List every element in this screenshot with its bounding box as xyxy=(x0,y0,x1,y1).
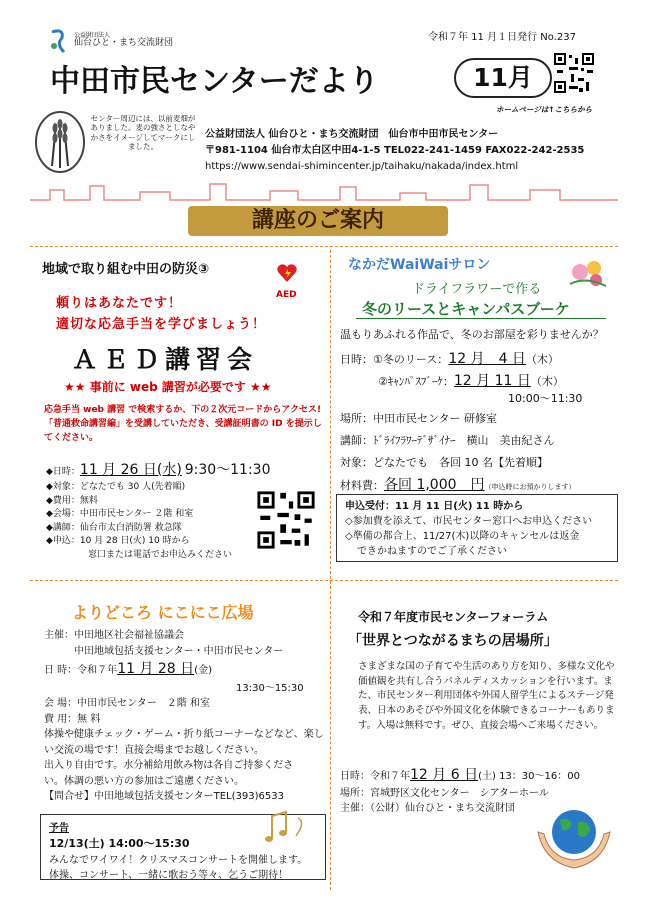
salon-date-1: 日時：①冬のリース：12 月 4 日（木） xyxy=(340,351,559,367)
homepage-note: ホームページは↑こちらから xyxy=(496,105,593,114)
aed-venue: ◆会場：中田市民センター ２階 和室 xyxy=(46,509,194,519)
forum-title: 「世界とつながるまちの居場所」 xyxy=(348,633,558,649)
preview-date: 12/13(土) 14:00～15:30 xyxy=(49,837,190,850)
forum-venue: 場所：宮城野区文化センター シアターホール xyxy=(340,788,549,799)
aed-note: 応急手当 web 講習 で検索するか、下の２次元コードからアクセス!「普通救命講習編」を受講していただき、受講証明書の ID を提示してください。 xyxy=(44,405,322,443)
globe-hands-icon xyxy=(534,802,614,876)
aed-details xyxy=(46,460,271,562)
aed-course-title: ＡＥＤ講習会 xyxy=(72,345,259,374)
yori-host-1: 主催：中田地区社会福祉協議会 xyxy=(44,630,184,641)
aed-lecturer: ◆講師：仙台市太白消防署 救急隊 xyxy=(46,522,182,533)
divider-middle xyxy=(30,580,618,581)
forum-host: 主催：（公財）仙台ひと・まち交流財団 xyxy=(340,803,515,814)
divider-vertical xyxy=(330,250,331,890)
homepage-qr-code[interactable] xyxy=(553,52,595,94)
salon-fee: 材料費：各回 1,000 円（申込時にお預かりします） xyxy=(340,477,576,493)
yori-desc-3: 出入り自由です。水分補給用飲み物は各自ご持参くださ xyxy=(44,760,294,772)
web-course-qr-code[interactable] xyxy=(256,490,316,550)
salon-venue: 場所：中田市民センター 研修室 xyxy=(340,412,498,425)
yori-time: 13:30～15:30 xyxy=(236,682,304,694)
mark-note: センター周辺には、以前麦畑がありました。麦の強さとしなやかさをイメージしてマークにしました。 xyxy=(90,114,196,152)
aed-apply-method: 窓口または電話でお申込みください xyxy=(88,549,233,560)
aed-heart-icon xyxy=(276,262,298,284)
month-badge: 11月 xyxy=(454,58,552,98)
logo-small-text: 公益財団法人 xyxy=(74,32,111,40)
salon-underline xyxy=(356,318,606,319)
issue-info: 令和７年 11 月１日発行 No.237 xyxy=(428,32,576,43)
forum-subtitle: 令和７年度市民センターフォーラム xyxy=(358,610,549,624)
aed-apply: ◆申込：10 月 28 日(火) 10 時から xyxy=(46,536,190,546)
preview-text-1: みんなでワイワイ！クリスマスコンサートを開催します。 xyxy=(49,854,308,866)
salon-subtitle-2: 冬のリースとキャンパスブーケ xyxy=(362,300,570,318)
yori-title: よりどころ にこにこ広場 xyxy=(72,603,254,622)
yori-venue: 会 場：中田市民センター ２階 和室 xyxy=(44,698,210,710)
preview-text-2: 体操、コンサート、一緒に歌おう等々、乞うご期待！ xyxy=(49,869,289,881)
yori-details xyxy=(44,628,324,805)
wheat-mark-icon xyxy=(34,110,86,174)
forum-date: 日時：令和７年12 月 6 日(土) 13：30～16：00 xyxy=(340,767,580,783)
yori-desc-2: い交流の場です！直接会場までお越しください。 xyxy=(44,744,264,756)
aed-heading: 地域で取り組む中田の防災③ xyxy=(42,262,210,277)
divider-top xyxy=(30,246,618,247)
salon-subtitle-1: ドライフラワーで作る xyxy=(412,282,542,297)
foundation-logo xyxy=(48,28,173,54)
organization-name: 公益財団法人 仙台ひと・まち交流財団 仙台市中田市民センター xyxy=(205,129,499,140)
organization-address: 〒981-1104 仙台市太白区中田4-1-5 TEL022-241-1459 FAX022-242-2535 xyxy=(205,145,585,156)
logo-name: 仙台ひと・まち交流財団 xyxy=(74,38,174,49)
salon-apply-start: 申込受付：11 月 11 日(火) 11 時から xyxy=(345,501,524,512)
salon-lecturer: 講師：ﾄﾞﾗｲﾌﾗﾜｰﾃﾞｻﾞｲﾅｰ 横山 美由紀さん xyxy=(340,434,555,447)
yori-date: 日 時：令和７年11 月 28 日(金) xyxy=(44,661,212,677)
organization-info xyxy=(205,127,584,175)
yori-desc-4: い。体調の悪い方の参加はご遠慮ください。 xyxy=(44,775,244,787)
aed-date-label: ◆日時： xyxy=(46,467,80,477)
aed-fee: ◆費用：無料 xyxy=(46,495,98,506)
music-note-icon xyxy=(262,808,312,848)
aed-web-requirement: ★★ 事前に web 講習が必要です ★★ xyxy=(64,380,272,394)
aed-date: 11 月 26 日(水) xyxy=(79,462,182,478)
flower-icon xyxy=(566,256,610,290)
salon-target: 対象：どなたでも 各回 10 名【先着順】 xyxy=(340,456,548,469)
yori-contact: 【問合せ】中田地域包括支援センターTEL(393)6533 xyxy=(44,791,284,803)
salon-time: 10:00～11:30 xyxy=(508,392,583,405)
salon-lead: 温もりあふれる作品で、冬のお部屋を彩りませんか？ xyxy=(340,328,604,341)
yori-host-2: 中田地域包括支援センター・中田市民センター xyxy=(74,645,284,657)
aed-time: 9:30～11:30 xyxy=(184,462,271,478)
town-skyline-illustration xyxy=(30,182,618,202)
salon-apply-box xyxy=(336,494,618,562)
organization-url[interactable]: https://www.sendai-shimincenter.jp/taihaku/nakada/index.html xyxy=(205,161,519,172)
salon-apply-note-2: ◇準備の都合上、11/27(木)以降のキャンセルは返金 xyxy=(345,531,580,542)
salon-apply-note-1: ◇参加費を添えて、市民センター窓口へお申込ください xyxy=(345,516,593,527)
foundation-logo-icon xyxy=(48,28,68,54)
salon-date-2: ②ｷｬﾝﾊﾟｽﾌﾞｰｹ：12 月 11 日（木） xyxy=(378,373,564,389)
aed-target: ◆対象：どなたでも 30 人(先着順) xyxy=(46,482,186,492)
preview-label: 予告 xyxy=(49,823,69,834)
courses-banner: 講座のご案内 xyxy=(188,206,448,236)
aed-message-1: 頼りはあなたです！ xyxy=(56,296,183,311)
yori-desc-1: 体操や健康チェック・ゲーム・折り紙コーナーなどなど、楽し xyxy=(44,729,324,741)
page-title: 中田市民センターだより xyxy=(50,64,379,99)
aed-message-2: 適切な応急手当を学びましょう！ xyxy=(56,317,267,332)
salon-apply-note-3: できかねますのでご了承ください xyxy=(357,546,507,557)
forum-description: さまざまな国の子育てや生活のあり方を知り、多様な文化や価値観を共有し合うパネルディスカッションを行います。また、市民センター利用団体や外国人留学生によるステージ発表、日本のあそびや外国文化を体験できるコーナーもあります。入場は無料です。ぜひ、直接会場へご来場ください。 xyxy=(358,661,615,731)
salon-logo: なかだWaiWaiサロン xyxy=(348,257,491,273)
aed-label: AED xyxy=(276,290,297,300)
yori-fee: 費 用：無 料 xyxy=(44,713,101,725)
